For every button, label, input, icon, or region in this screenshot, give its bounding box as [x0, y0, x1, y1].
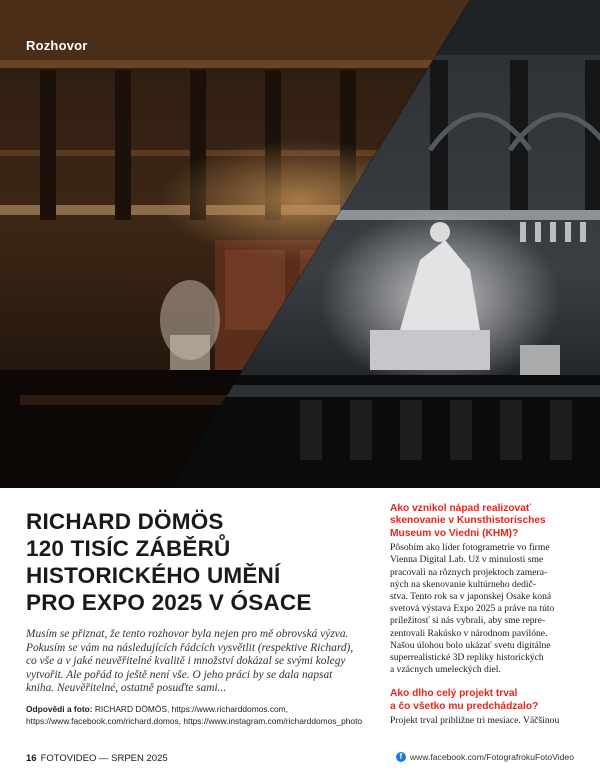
- answer-line: a vzácnych umeleckých diel.: [390, 664, 501, 676]
- lead-line: Pokusím se vám na následujících řádcích vysvětlit (respektive Richard),: [26, 641, 354, 654]
- answer-line: svetová výstava Expo 2025 a práve na túto: [390, 603, 555, 615]
- page-number: 16: [26, 753, 37, 764]
- answer-line: pracovali na rôznych projektoch zamera-: [390, 566, 548, 578]
- headline-line: 120 TISÍC ZÁBĚRŮ: [26, 536, 231, 561]
- answer-line: superrealistické 3D repliky historických: [390, 652, 544, 664]
- lead-line: kniha. Neuvěřitelné, ostatně posuďte sami...: [26, 682, 227, 695]
- publication-name: FOTOVIDEO — SRPEN 2025: [40, 753, 168, 764]
- question-line: Ako vznikol nápad realizovať: [390, 503, 531, 514]
- lead-line: co vše a v jaké neuvěřitelné kvalitě i množství dokázal se svými kolegy: [26, 655, 346, 668]
- interview-column: [390, 503, 586, 727]
- question-line: Museum vo Viedni (KHM)?: [390, 527, 519, 539]
- folio: [26, 753, 168, 764]
- interview-answer: [390, 542, 586, 676]
- credits-label: Odpovědi a foto:: [26, 704, 93, 714]
- answer-line: príležitosť si nás vybrali, aby sme repre-: [390, 615, 546, 627]
- lead-line: Musím se přiznat, že tento rozhovor byla nejen pro mě obrovská výzva.: [26, 628, 349, 640]
- article-lead: [26, 628, 376, 696]
- answer-line: zentovali Rakúsko v národnom pavilóne.: [390, 627, 548, 639]
- headline-line: RICHARD DÖMÖS: [26, 509, 224, 534]
- section-label: Rozhovor: [26, 38, 88, 53]
- page-footer: [0, 749, 600, 769]
- question-line: Ako dlho celý projekt trval: [390, 688, 518, 700]
- answer-line: ných na skenovanie kultúrneho dedič-: [390, 578, 536, 590]
- facebook-link[interactable]: [396, 752, 574, 762]
- interview-answer: [390, 715, 586, 727]
- credits-line: [26, 703, 386, 715]
- interview-question: [390, 688, 586, 713]
- answer-line: stva. Tento rok sa v japonskej Osake koná: [390, 591, 552, 603]
- facebook-icon: f: [396, 752, 406, 762]
- question-line: a čo všetko mu predchádzalo?: [390, 700, 539, 712]
- question-line: skenovanie v Kunsthistorisches: [390, 515, 546, 527]
- answer-line: Pôsobím ako líder fotogrametrie vo firme: [390, 542, 550, 554]
- lead-line: vytvořit. Ale pořád to ještě není vše. O jeho práci by se dala napsat: [26, 668, 333, 681]
- photo-credits: [26, 703, 386, 727]
- headline-line: HISTORICKÉHO UMĚNÍ: [26, 563, 281, 588]
- credits-links: https://www.facebook.com/richard.domos, https://www.instagram.com/richarddomos_photo: [26, 716, 363, 726]
- headline-line: PRO EXPO 2025 V ÓSACE: [26, 590, 312, 615]
- facebook-url: www.facebook.com/FotografrokuFotoVideo: [409, 752, 574, 762]
- credits-text: RICHARD DÖMÖS, https://www.richarddomos.com,: [92, 704, 288, 714]
- answer-line: Projekt trval približne tri mesiace. Väčšinou: [390, 715, 560, 727]
- article-headline: [26, 508, 376, 616]
- interview-question: [390, 503, 586, 540]
- answer-line: Našou úlohou bolo ukázať svetu digitálne: [390, 639, 551, 651]
- answer-line: Vienna Digital Lab. Už v minulosti sme: [390, 554, 544, 566]
